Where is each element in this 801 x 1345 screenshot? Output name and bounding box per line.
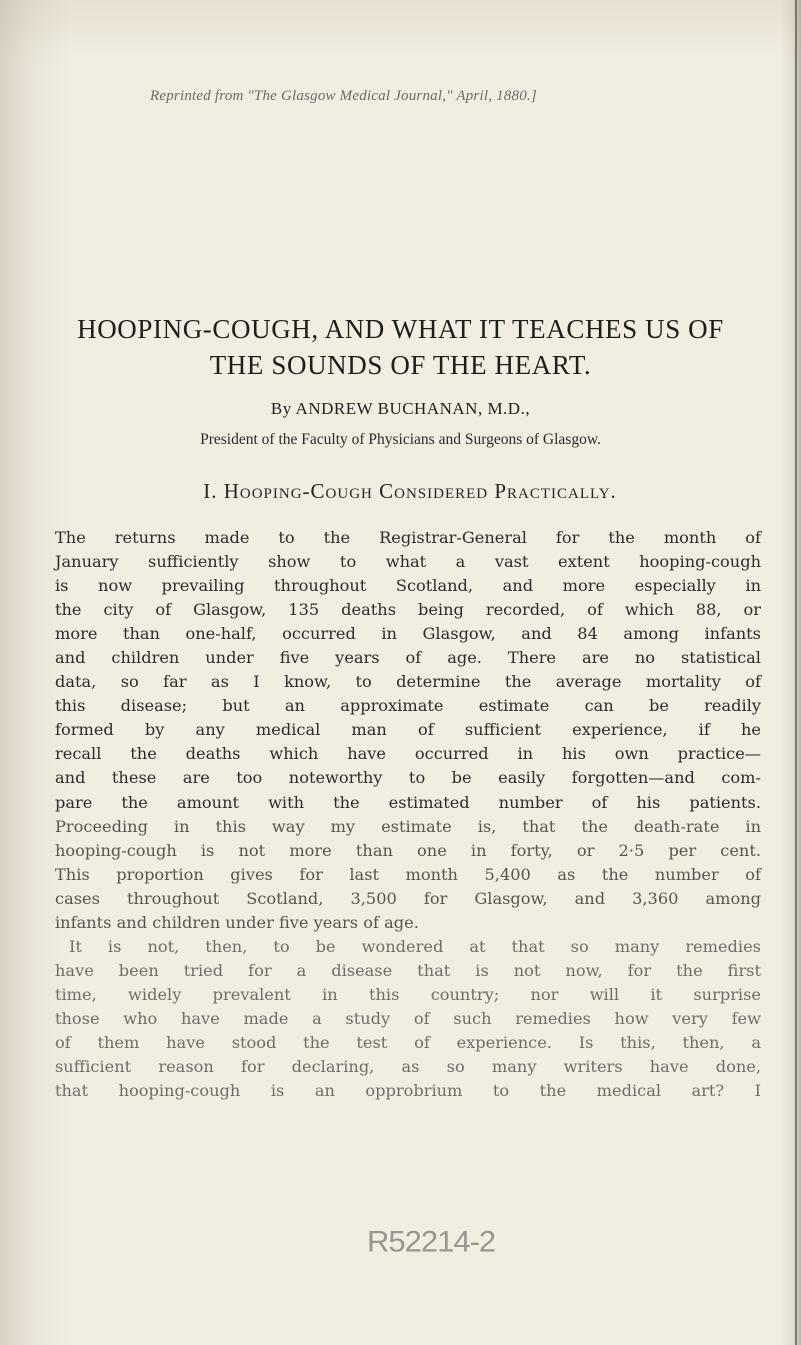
page-edge-shadow — [795, 0, 797, 1345]
body-line: more than one-half, occurred in Glasgow, and 84 among infants — [55, 624, 761, 644]
section-heading: I. Hooping-Cough Considered Practically. — [203, 479, 617, 503]
body-line: It is not, then, to be wondered at that so many remedies — [69, 936, 761, 956]
reprint-note: Reprinted from "The Glasgow Medical Journal," April, 1880.] — [150, 88, 537, 104]
body-line: recall the deaths which have occurred in his own practice— — [55, 744, 761, 764]
body-line: have been tried for a disease that is not now, for the first — [55, 960, 761, 980]
body-line: cases throughout Scotland, 3,500 for Glasgow, and 3,360 among — [55, 888, 761, 908]
body-text — [55, 526, 761, 1103]
author-affiliation: President of the Faculty of Physicians and Surgeons of Glasgow. — [200, 431, 601, 448]
body-line: the city of Glasgow, 135 deaths being recorded, of which 88, or — [55, 600, 761, 620]
body-line: of them have stood the test of experience. Is this, then, a — [55, 1032, 761, 1052]
body-line: and children under five years of age. There are no statistical — [55, 648, 761, 668]
body-line: data, so far as I know, to determine the average mortality of — [55, 672, 761, 692]
body-line: Proceeding in this way my estimate is, that the death-rate in — [55, 816, 761, 836]
body-line: The returns made to the Registrar-General for the month of — [55, 528, 761, 547]
body-line: This proportion gives for last month 5,400 as the number of — [55, 864, 761, 884]
article-title-line-1: HOOPING-COUGH, AND WHAT IT TEACHES US OF — [77, 314, 724, 344]
body-line: is now prevailing throughout Scotland, and more especially in — [55, 576, 761, 596]
body-line: that hooping-cough is an opprobrium to the medical art? I — [55, 1081, 761, 1101]
body-line: sufficient reason for declaring, as so many writers have done, — [55, 1057, 761, 1077]
body-line: infants and children under five years of age. — [55, 912, 419, 932]
catalog-stamp: R52214-2 — [367, 1224, 496, 1259]
body-line: and these are too noteworthy to be easily forgotten—and com- — [55, 768, 761, 788]
body-line: pare the amount with the estimated number of his patients. — [55, 792, 761, 812]
article-title-line-2: THE SOUNDS OF THE HEART. — [209, 350, 592, 380]
body-line: this disease; but an approximate estimate can be readily — [55, 696, 761, 716]
author-byline: By ANDREW BUCHANAN, M.D., — [270, 399, 531, 418]
body-line: hooping-cough is not more than one in forty, or 2·5 per cent. — [55, 840, 761, 860]
body-line: formed by any medical man of sufficient experience, if he — [55, 720, 761, 740]
body-line: January sufficiently show to what a vast extent hooping-cough — [55, 552, 761, 572]
body-line: those who have made a study of such remedies how very few — [55, 1008, 761, 1028]
body-line: time, widely prevalent in this country; nor will it surprise — [55, 984, 761, 1004]
